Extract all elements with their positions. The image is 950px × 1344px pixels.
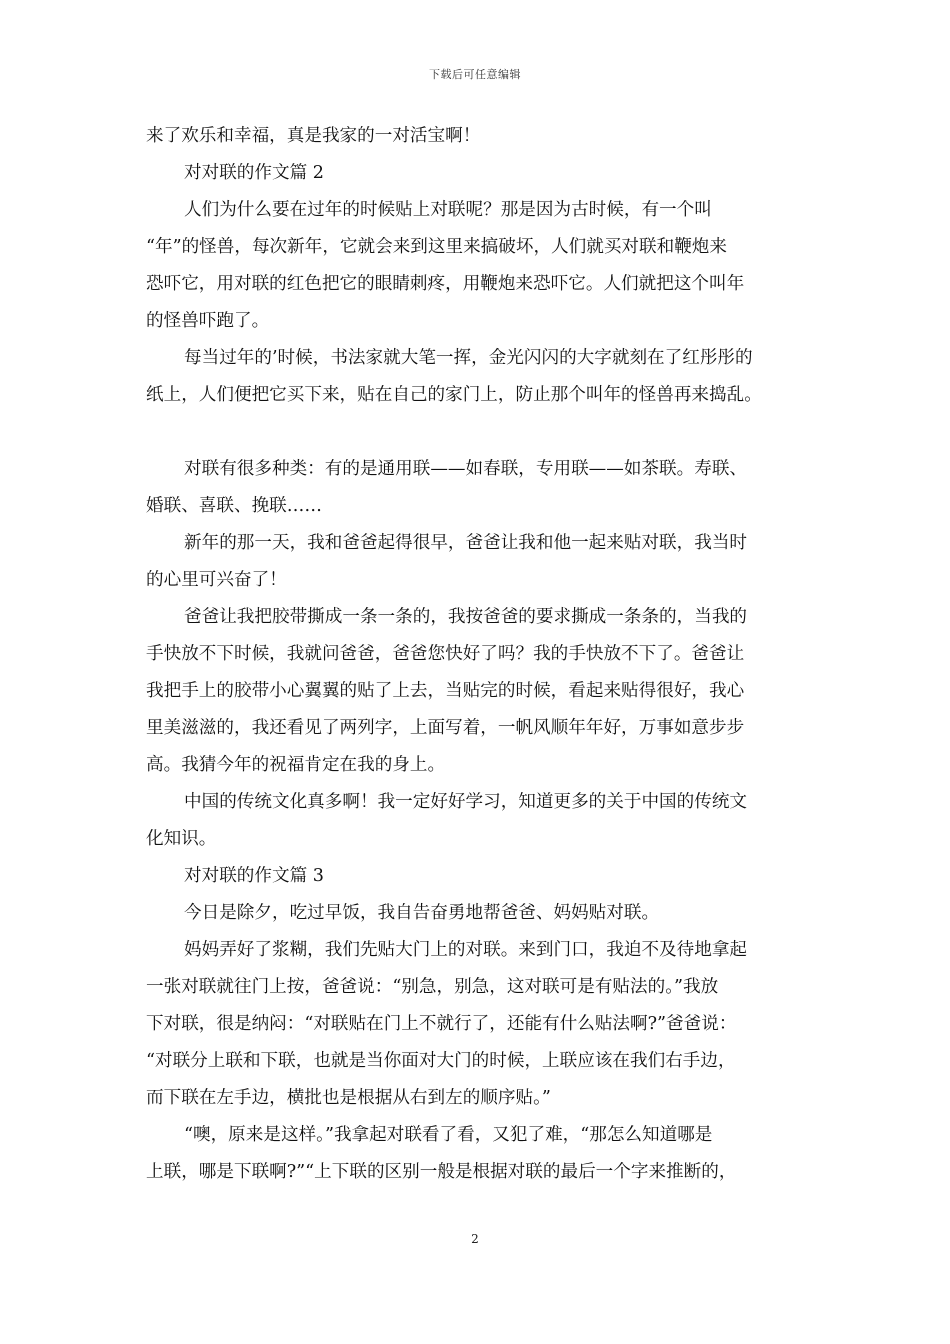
text-line: 的心里可兴奋了！ [146, 570, 287, 590]
text-line: 人们为什么要在过年的时候贴上对联呢？那是因为古时候，有一个叫 [184, 200, 712, 220]
text-line: 来了欢乐和幸福，真是我家的一对活宝啊！ [146, 126, 481, 146]
page-number: 2 [471, 1232, 479, 1246]
text-line: 一张对联就往门上按，爸爸说：“别急，别急，这对联可是有贴法的。”我放 [146, 977, 719, 997]
text-line: 今日是除夕，吃过早饭，我自告奋勇地帮爸爸、妈妈贴对联。 [184, 903, 660, 923]
text-line: 的怪兽吓跑了。 [146, 311, 270, 331]
text-line: 对对联的作文篇 2 [184, 163, 324, 183]
text-line: “对联分上联和下联，也就是当你面对大门的时候，上联应该在我们右手边， [146, 1051, 736, 1071]
text-line: 中国的传统文化真多啊！我一定好好学习，知道更多的关于中国的传统文 [184, 792, 748, 812]
text-line: 手快放不下时候，我就问爸爸，爸爸您快好了吗？我的手快放不下了。爸爸让 [146, 644, 745, 664]
text-line: 化知识。 [146, 829, 217, 849]
text-line: 纸上，人们便把它买下来，贴在自己的家门上，防止那个叫年的怪兽再来捣乱。 [146, 385, 762, 405]
text-line: 恐吓它，用对联的红色把它的眼睛刺疼，用鞭炮来恐吓它。人们就把这个叫年 [146, 274, 745, 294]
text-line: 爸爸让我把胶带撕成一条一条的，我按爸爸的要求撕成一条条的，当我的 [184, 607, 748, 627]
text-line: 新年的那一天，我和爸爸起得很早，爸爸让我和他一起来贴对联，我当时 [184, 533, 748, 553]
text-line: 我把手上的胶带小心翼翼的贴了上去，当贴完的时候，看起来贴得很好，我心 [146, 681, 745, 701]
document-body [146, 118, 810, 1191]
text-line: 下对联，很是纳闷：“对联贴在门上不就行了，还能有什么贴法啊?”爸爸说： [146, 1014, 737, 1034]
text-line: 每当过年的’时候，书法家就大笔一挥，金光闪闪的大字就刻在了红彤彤的 [184, 348, 753, 368]
text-line: 对对联的作文篇 3 [184, 866, 324, 886]
text-line: “噢，原来是这样。”我拿起对联看了看，又犯了难，“那怎么知道哪是 [184, 1125, 713, 1145]
text-line: “年”的怪兽，每次新年，它就会来到这里来搞破坏，人们就买对联和鞭炮来 [146, 237, 727, 257]
text-line: 而下联在左手边，横批也是根据从右到左的顺序贴。” [146, 1088, 551, 1108]
text-line: 妈妈弄好了浆糊，我们先贴大门上的对联。来到门口，我迫不及待地拿起 [184, 940, 748, 960]
text-line: 上联，哪是下联啊?”“上下联的区别一般是根据对联的最后一个字来推断的， [146, 1162, 737, 1182]
text-line: 里美滋滋的，我还看见了两列字，上面写着，一帆风顺年年好，万事如意步步 [146, 718, 745, 738]
blank-line [146, 414, 810, 451]
text-line: 婚联、喜联、挽联…… [146, 496, 322, 516]
page-header: 下载后可任意编辑 [429, 68, 521, 81]
text-line: 高。我猜今年的祝福肯定在我的身上。 [146, 755, 446, 775]
text-line: 对联有很多种类：有的是通用联——如春联，专用联——如茶联。寿联、 [184, 459, 748, 479]
